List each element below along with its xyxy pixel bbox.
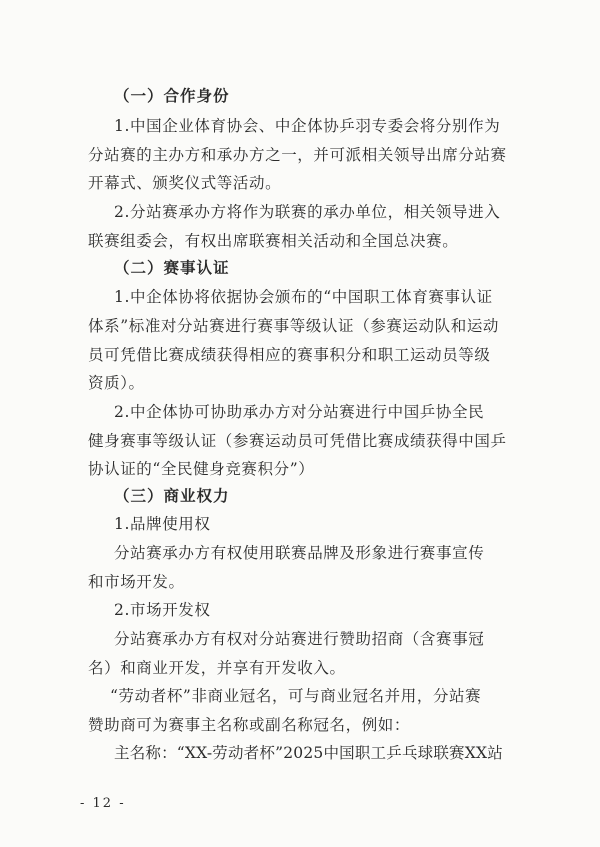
section-heading-2: （二）赛事认证 bbox=[114, 259, 230, 277]
paragraph-line: 赞助商可为赛事主名称或副名称冠名，例如： bbox=[88, 716, 411, 734]
page-number: - 12 - bbox=[80, 796, 126, 811]
paragraph-line: 分站赛的主办方和承办方之一，并可派相关领导出席分站赛 bbox=[88, 146, 507, 164]
paragraph-line: 员可凭借比赛成绩获得相应的赛事积分和职工运动员等级 bbox=[88, 346, 491, 364]
paragraph-line: 分站赛承办方有权使用联赛品牌及形象进行赛事宣传 bbox=[114, 544, 485, 562]
paragraph-line: 体系”标准对分站赛进行赛事等级认证（参赛运动队和运动 bbox=[88, 317, 500, 335]
section-heading-1: （一）合作身份 bbox=[114, 87, 230, 105]
paragraph-line: 2.中企体协可协助承办方对分站赛进行中国乒协全民 bbox=[114, 403, 485, 421]
paragraph-line: 联赛组委会，有权出席联赛相关活动和全国总决赛。 bbox=[88, 232, 459, 250]
paragraph-line: 2.市场开发权 bbox=[114, 601, 211, 619]
paragraph-line: 资质）。 bbox=[88, 374, 145, 392]
paragraph-line: “劳动者杯”非商业冠名，可与商业冠名并用，分站赛 bbox=[110, 687, 482, 705]
paragraph-line: 协认证的“全民健身竞赛积分”） bbox=[88, 460, 315, 478]
paragraph-line: 名）和商业开发，并享有开发收入。 bbox=[88, 659, 346, 677]
paragraph-line: 1.中企体协将依据协会颁布的“中国职工体育赛事认证 bbox=[114, 288, 493, 306]
section-heading-3: （三）商业权力 bbox=[114, 487, 230, 505]
paragraph-line: 主名称：“XX-劳动者杯”2025中国职工乒乓球联赛XX站 bbox=[114, 744, 503, 762]
paragraph-line: 开幕式、颁奖仪式等活动。 bbox=[88, 174, 282, 192]
paragraph-line: 1.中国企业体育协会、中企体协乒羽专委会将分别作为 bbox=[114, 117, 501, 135]
paragraph-line: 分站赛承办方有权对分站赛进行赞助招商（含赛事冠 bbox=[114, 630, 485, 648]
paragraph-line: 和市场开发。 bbox=[88, 573, 185, 591]
paragraph-line: 2.分站赛承办方将作为联赛的承办单位，相关领导进入 bbox=[114, 203, 501, 221]
paragraph-line: 1.品牌使用权 bbox=[114, 515, 211, 533]
paragraph-line: 健身赛事等级认证（参赛运动员可凭借比赛成绩获得中国乒 bbox=[88, 432, 507, 450]
